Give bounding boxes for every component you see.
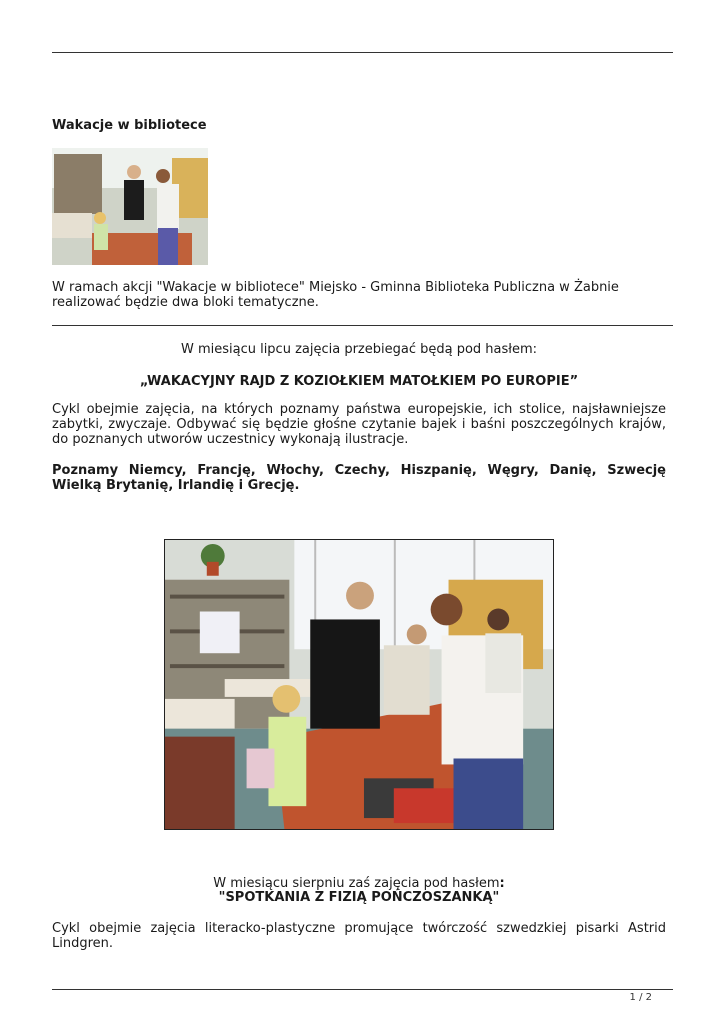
thumbnail-photo: [52, 148, 208, 265]
footer-rule: [52, 989, 673, 990]
august-lead-text: W miesiącu sierpniu zaś zajęcia pod hasłem: [213, 876, 500, 891]
august-description: Cykl obejmie zajęcia literacko-plastyczne promujące twórczość szwedzkiej pisarki Astrid Lindgren.: [52, 921, 666, 951]
july-countries: Poznamy Niemcy, Francję, Włochy, Czechy, Hiszpanię, Węgry, Danię, Szwecję Wielką Brytanię, Irlandię i Grecję.: [52, 463, 666, 493]
page-number: 1 / 2: [629, 992, 652, 1003]
intro-paragraph: W ramach akcji "Wakacje w bibliotece" Miejsko - Gminna Biblioteka Publiczna w Żabnie realizować będzie dwa bloki tematyczne.: [52, 280, 619, 310]
august-slogan: "SPOTKANIA Z FIZIĄ POŃCZOSZANKĄ": [218, 890, 500, 905]
header-rule: [52, 52, 673, 53]
library-photo: [164, 539, 554, 830]
section-rule: [52, 325, 673, 326]
page-title: Wakacje w bibliotece: [52, 118, 207, 133]
july-slogan: „WAKACYJNY RAJD Z KOZIOŁKIEM MATOŁKIEM PO EUROPIE”: [139, 374, 579, 389]
august-lead-colon: :: [499, 876, 505, 891]
august-lead: [52, 876, 666, 891]
july-description: Cykl obejmie zajęcia, na których poznamy państwa europejskie, ich stolice, najsławniejsze zabytki, zwyczaje. Odbywać się będzie głośne czytanie bajek i baśni poszczególnych krajów, do poznanych utworów uczestnicy wykonają ilustracje.: [52, 402, 666, 447]
july-lead: W miesiącu lipcu zajęcia przebiegać będą pod hasłem:: [180, 342, 538, 357]
